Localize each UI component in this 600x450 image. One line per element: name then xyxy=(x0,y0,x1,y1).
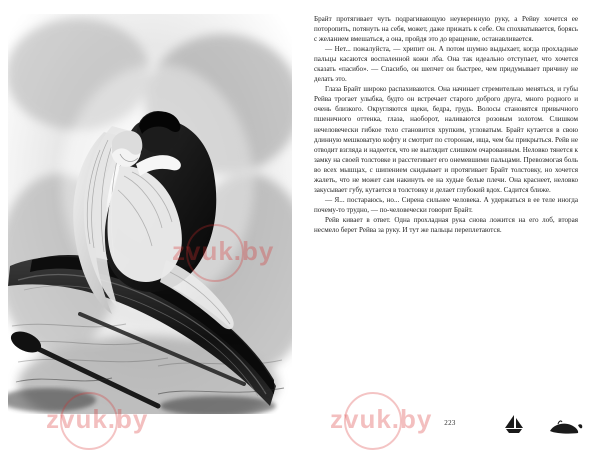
ink-drawing-man-carrying-woman-in-rowboat xyxy=(8,14,292,414)
watermark-text: zvuk.by xyxy=(330,404,433,434)
page-number: 223 xyxy=(444,419,456,427)
left-page xyxy=(0,0,300,443)
right-page xyxy=(300,0,600,443)
sailboat-and-whale-decoration xyxy=(492,411,584,437)
paragraph: — Нет... пожалуйста, — хрипит он. А потом шумно выдыхает, когда прохладные пальцы касаются воспаленной кожи лба. Она так идеально отступает, что хочется сказать «пасибо». — Спасибо, он шепчет он быстрее, чем придумывает причину не делать это. xyxy=(314,45,578,84)
watermark-text: zvuk.by xyxy=(172,236,275,266)
paragraph: Глаза Брайт широко распахиваются. Она начинает стремительно меняться, и губы Рейва трогает улыбка, будто он встречает старого доброго друга, много родного и очень близкого. Округляются щеки, бедра, грудь. Волосы становятся привычного пшеничного оттенка, глаза, наоборот, наливаются розовым золотом. Слишком нечеловечески гибкое тело становится хрупким, угловатым. Брайт кутается в свою длинную мешковатую кофту и смотрит по сторонам, ища, чем бы прикрыться. Рейв не отводит взгляда и надеется, что не выглядит слишком очарованным. Неловко тянется к замку на своей толстовке и расстегивает его онемевшими пальцами. Превозмогая боль во всех мышцах, с шипением скидывает и протягивает Брайт толстовку, но хочется жалеть, что не может сам накинуть ее на худые белые плечи. Она краснеет, неловко закусывает губу, кутается в толстовку и делает глубокий вдох. Садится ближе. xyxy=(314,85,578,194)
paragraph: Брайт протягивает чуть подрагивающую неуверенную руку, а Рейву хочется ее поторопить, потянуть на себя, может, даже прижать к себе. Он спохватывается, борясь с желанием вмешаться, а она, пройдя это до вращение, останавливается. xyxy=(314,15,578,44)
watermark-text: zvuk.by xyxy=(46,404,149,434)
paragraph: Рейв кивает в ответ. Одна прохладная рука снова ложится на его лоб, вторая несмело берет Рейва за руку. И тут же пальцы переплетаются. xyxy=(314,215,578,234)
body-text xyxy=(314,14,578,235)
illustration-container xyxy=(8,14,292,414)
paragraph: — Я... постараюсь, но... Сирена сильнее человека. А удержаться в ее теле иногда почему-то трудно, — по-человечески говорит Брайт. xyxy=(314,195,578,214)
